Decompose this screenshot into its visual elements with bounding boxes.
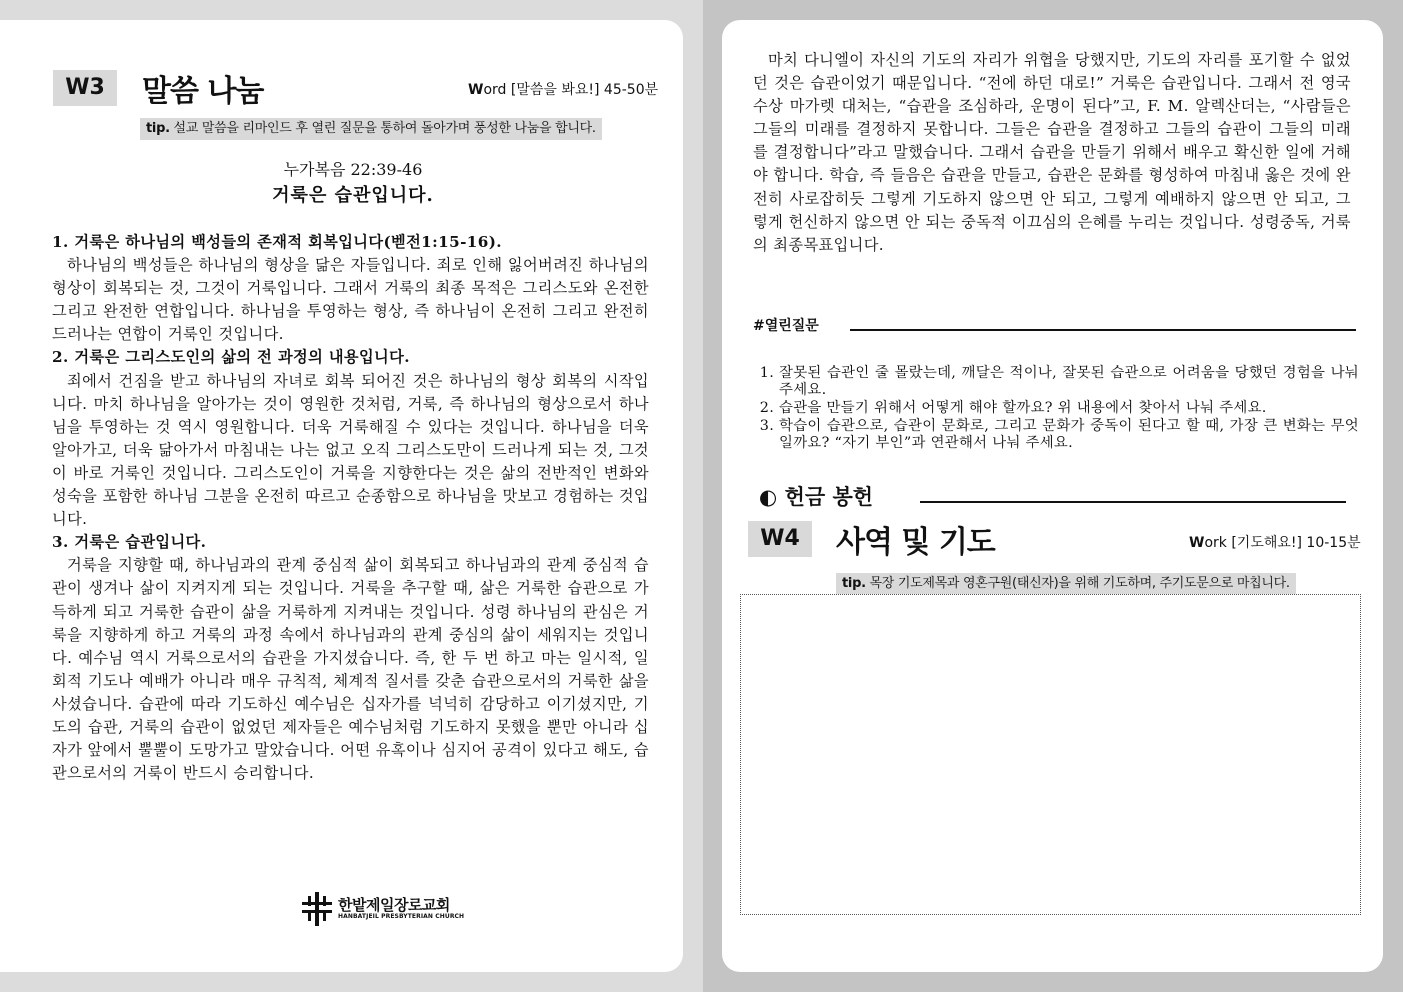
open-questions-label: #열린질문 xyxy=(753,318,819,334)
tip-bar xyxy=(140,118,602,140)
sermon-body xyxy=(52,231,649,785)
section-heading-3: 3. 거룩은 습관입니다. xyxy=(52,533,207,552)
question-list xyxy=(759,365,1359,453)
tip-text: 목장 기도제목과 영혼구원(태신자)을 위해 기도하며, 주기도문으로 마칩니다. xyxy=(865,576,1290,591)
tip-text: 설교 말씀을 리마인드 후 열린 질문을 통하여 돌아가며 풍성한 나눔을 합니다. xyxy=(169,121,596,136)
section-heading-1: 1. 거룩은 하나님의 백성들의 존재적 회복입니다(벧전1:15-16). xyxy=(52,233,502,251)
tip-label: tip. xyxy=(146,121,170,136)
prayer-notes-box[interactable] xyxy=(740,594,1361,915)
section-heading-2: 2. 거룩은 그리스도인의 삶의 전 과정의 내용입니다. xyxy=(52,348,410,367)
church-name-english: HANBATJEIL PRESBYTERIAN CHURCH xyxy=(338,913,465,920)
tip-bar xyxy=(836,573,1296,595)
subtitle-initial: W xyxy=(1189,535,1205,551)
question-item: 2. 습관을 만들기 위해서 어떻게 해야 할까요? 위 내용에서 찾아서 나눠 주세요. xyxy=(779,400,1359,417)
tip-label: tip. xyxy=(842,576,866,591)
church-name: 한밭제일장로교회 xyxy=(338,896,450,914)
subtitle-text: ork [기도해요!] 10-15분 xyxy=(1204,535,1361,551)
subtitle-text: ord [말씀을 봐요!] 45-50분 xyxy=(483,82,659,98)
subtitle-initial: W xyxy=(468,82,484,98)
sermon-title: 거룩은 습관입니다. xyxy=(272,185,434,206)
continuation-text xyxy=(753,49,1351,257)
continuation-paragraph: 마치 다니엘이 자신의 기도의 자리가 위협을 당했지만, 기도의 자리를 포기할 수 없었던 것은 습관이었기 때문입니다. “전에 하던 대로!” 거룩은 습관입니다. 그래서 전 영국수상 마가렛 대처는, “습관을 조심하라, 운명이 된다”고, F. M. 알렉산더는, “사람들은 그들의 미래를 결정하지 못합니다. 그들은 습관을 결정하고 그들의 습관이 그들의 미래를 결정합니다”라고 말했습니다. 그래서 습관을 만들기 위해서 배우고 확신한 일에 거해야 합니다. 학습, 즉 들음은 습관을 만들고, 습관은 문화를 형성하여 마침내 옳은 것에 완전히 사로잡히듯 그렇게 기도하지 않으면 안 되고, 그렇게 예배하지 않으면 안 되고, 그렇게 헌신하지 않으면 안 되는 중독적 이끄심의 은혜를 누리는 것입니다. 성령중독, 거룩의 최종목표입니다. xyxy=(753,51,1351,254)
section-body-2: 죄에서 건짐을 받고 하나님의 자녀로 회복 되어진 것은 하나님의 형상 회복의 시작입니다. 마치 하나님을 알아가는 것이 영원한 것처럼, 거룩, 즉 하나님의 형상으로서 하나님을 투영하는 것 역시 영원합니다. 더욱 거룩해질 수 있다는 것입니다. 하나님을 더욱 알아가고, 더욱 닮아가서 마침내는 나는 없고 오직 그리스도만이 드러나게 되는 것, 그것이 바로 거룩인 것입니다. 그리스도인이 거룩을 지향한다는 것은 삶의 전반적인 변화와 성숙을 포함한 하나님 그분을 온전히 따르고 순종함으로 하나님을 맛보고 경험하는 것입니다. xyxy=(52,371,649,529)
section-subtitle xyxy=(468,79,658,99)
section-body-3: 거룩을 지향할 때, 하나님과의 관계 중심적 삶이 회복되고 하나님과의 관계 중심적 습관이 생겨나 삶이 지켜지게 되는 것입니다. 거룩을 추구할 때, 삶은 거룩한 습관으로 가득하게 되고 거룩한 습관이 삶을 거룩하게 지켜내는 것입니다. 성령 하나님의 관심은 거룩을 지향하게 하고 거룩의 과정 속에서 하나님과의 관계 중심의 삶이 세워지는 것입니다. 예수님 역시 거룩으로서의 습관을 가지셨습니다. 즉, 한 두 번 하고 마는 일시적, 일회적 기도나 예배가 아니라 매우 규칙적, 체계적 질서를 갖춘 습관으로서의 거룩한 삶을 사셨습니다. 습관에 따라 기도하신 예수님은 십자가를 넉넉히 감당하고 이기셨지만, 기도의 습관, 거룩의 습관이 없었던 제자들은 예수님처럼 기도하지 못했을 뿐만 아니라 십자가 앞에서 뿔뿔이 도망가고 말았습니다. 어떤 유혹이나 심지어 공격이 있다고 해도, 습관으로서의 거룩이 반드시 승리합니다. xyxy=(52,556,649,783)
section-body-1: 하나님의 백성들은 하나님의 형상을 닮은 자들입니다. 죄로 인해 잃어버려진 하나님의 형상이 회복되는 것, 그것이 거룩입니다. 그래서 거룩의 최종 목적은 그리스도와 온전한 그리고 완전한 연합입니다. 하나님을 투영하는 형상, 즉 하나님이 온전히 그리고 완전히 드러나는 연합이 거룩인 것입니다. xyxy=(52,256,649,344)
left-page xyxy=(0,20,683,972)
section-subtitle xyxy=(1189,532,1361,552)
church-cross-icon xyxy=(302,892,332,926)
offering-heading: ◐ 헌금 봉헌 xyxy=(759,485,874,509)
week-badge-w4: W4 xyxy=(748,521,812,557)
section-title-ministry-prayer: 사역 및 기도 xyxy=(836,525,995,560)
offering-rule xyxy=(920,501,1346,503)
question-item: 3. 학습이 습관으로, 습관이 문화로, 그리고 문화가 중독이 된다고 할 때, 가장 큰 변화는 무엇일까요? “자기 부인”과 연관해서 나눠 주세요. xyxy=(779,418,1359,452)
section-title-word-sharing: 말씀 나눔 xyxy=(142,74,264,109)
question-item: 1. 잘못된 습관인 줄 몰랐는데, 깨달은 적이나, 잘못된 습관으로 어려움을 당했던 경험을 나눠 주세요. xyxy=(779,365,1359,399)
church-logo xyxy=(302,892,464,926)
scripture-reference: 누가복음 22:39-46 xyxy=(283,160,423,179)
open-questions-rule xyxy=(850,329,1356,331)
right-page xyxy=(722,20,1383,972)
week-badge-w3: W3 xyxy=(53,70,117,106)
